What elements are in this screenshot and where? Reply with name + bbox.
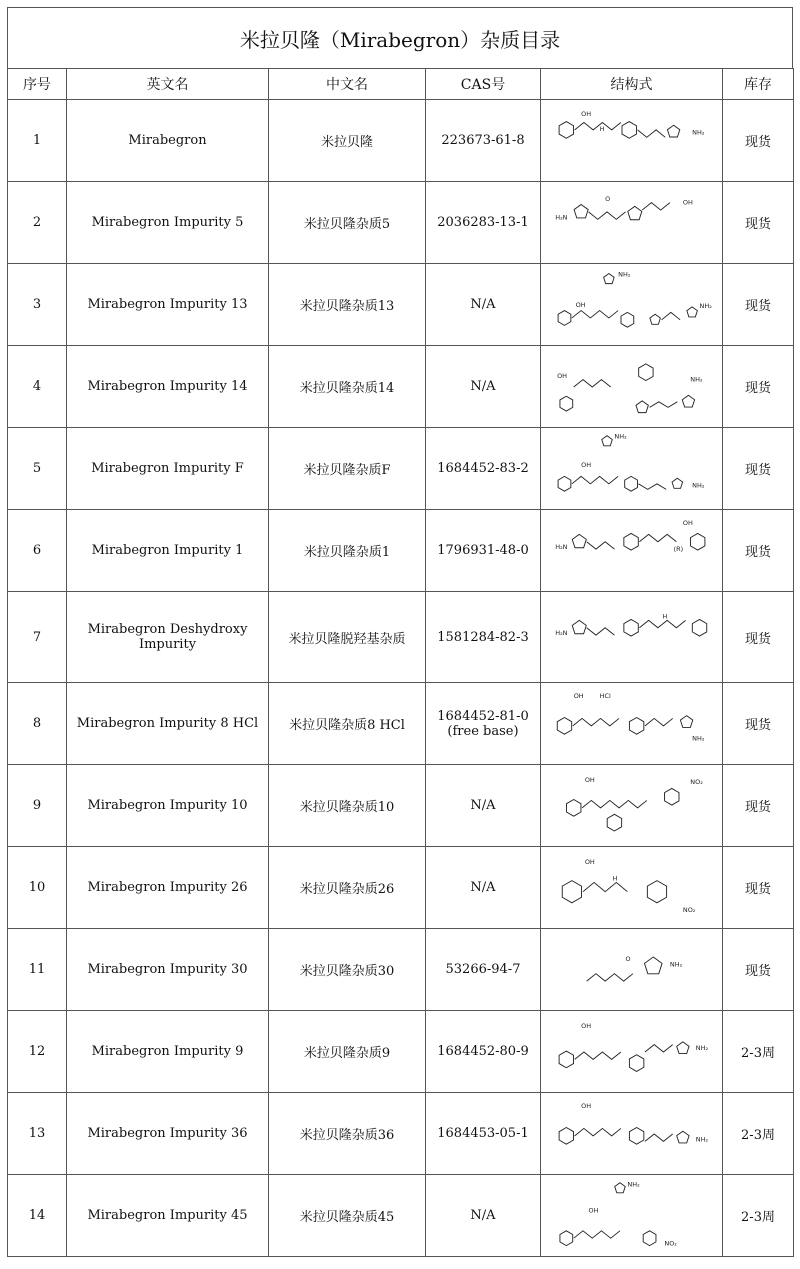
bond-chain <box>638 483 666 489</box>
bond-chain <box>586 541 614 548</box>
cas-number: 1684452-83-2 <box>437 461 529 476</box>
row-english-name: Mirabegron Impurity 45 <box>67 1175 269 1257</box>
benzene-ring <box>664 788 678 805</box>
row-structure <box>541 100 723 182</box>
row-stock: 现货 <box>723 264 794 346</box>
thiazole-ring <box>676 1041 688 1053</box>
page-title: 米拉贝隆（Mirabegron）杂质目录 <box>7 7 793 68</box>
row-stock: 现货 <box>723 765 794 847</box>
bond-chain <box>639 620 685 627</box>
thiazole-ring <box>682 395 694 407</box>
structure-drawing <box>544 933 720 1007</box>
row-stock: 现货 <box>723 182 794 264</box>
row-structure <box>541 1011 723 1093</box>
benzene-ring <box>692 619 706 636</box>
structure-drawing <box>544 514 720 588</box>
structure-drawing <box>544 268 720 342</box>
thiazole-ring <box>672 478 683 488</box>
benzene-ring <box>557 717 571 734</box>
structure-drawing <box>544 186 720 260</box>
atom-label: OH <box>573 691 584 700</box>
row-chinese-name: 米拉贝隆杂质13 <box>269 264 426 346</box>
benzene-ring <box>643 1230 656 1245</box>
atom-label: NH₂ <box>669 959 682 968</box>
table-row <box>8 182 794 264</box>
benzene-ring <box>559 1051 573 1068</box>
row-chinese-name: 米拉贝隆杂质1 <box>269 510 426 592</box>
cas-number: 1684452-80-9 <box>437 1044 529 1059</box>
cas-number: 1684452-81-0 <box>437 708 529 724</box>
row-stock: 现货 <box>723 683 794 765</box>
row-chinese-name: 米拉贝隆杂质14 <box>269 346 426 428</box>
row-structure <box>541 1093 723 1175</box>
row-stock: 2-3周 <box>723 1175 794 1257</box>
row-cas <box>426 847 541 929</box>
row-structure <box>541 929 723 1011</box>
bond-chain <box>644 1134 672 1141</box>
row-stock: 现货 <box>723 346 794 428</box>
benzene-ring <box>623 533 637 550</box>
atom-label: OH <box>584 775 595 784</box>
atom-label: NH₂ <box>689 374 703 383</box>
row-chinese-name: 米拉贝隆杂质45 <box>269 1175 426 1257</box>
row-chinese-name: 米拉贝隆杂质30 <box>269 929 426 1011</box>
cas-number: 2036283-13-1 <box>437 215 529 230</box>
row-english-name: Mirabegron Impurity 9 <box>67 1011 269 1093</box>
cas-number: N/A <box>470 297 496 312</box>
atom-label: H₂N <box>554 542 568 551</box>
atom-label: OH <box>580 1101 591 1110</box>
atom-label: H₂N <box>554 212 568 221</box>
row-chinese-name: 米拉贝隆杂质5 <box>269 182 426 264</box>
atom-label: OH <box>580 1021 591 1030</box>
atom-label: NO₂ <box>689 777 703 786</box>
row-chinese-name: 米拉贝隆杂质10 <box>269 765 426 847</box>
row-cas <box>426 1093 541 1175</box>
atom-label: H₂N <box>554 629 568 638</box>
row-index: 2 <box>8 182 67 264</box>
thiazole-ring <box>676 1131 688 1143</box>
cas-number: 53266-94-7 <box>445 962 521 977</box>
atom-label: OH <box>682 518 693 527</box>
structure-drawing <box>544 687 720 761</box>
row-english-name: Mirabegron Deshydroxy Impurity <box>67 592 269 683</box>
atom-label: OH <box>556 371 567 380</box>
atom-label: NO₂ <box>663 1239 677 1248</box>
atom-label: HCl <box>599 691 611 700</box>
row-index: 7 <box>8 592 67 683</box>
row-cas <box>426 929 541 1011</box>
table-row <box>8 100 794 182</box>
benzene-ring <box>559 1127 573 1144</box>
bond-chain <box>586 973 632 980</box>
row-english-name: Mirabegron Impurity 14 <box>67 346 269 428</box>
benzene-ring <box>558 310 571 325</box>
structure-drawing <box>544 1179 720 1253</box>
row-stock: 现货 <box>723 510 794 592</box>
row-stock: 现货 <box>723 929 794 1011</box>
atom-label: H <box>612 874 617 883</box>
benzene-ring <box>558 476 571 491</box>
row-cas <box>426 592 541 683</box>
catalog-sheet <box>7 7 793 1257</box>
benzene-ring <box>607 814 621 831</box>
header-structure: 结构式 <box>541 69 723 100</box>
cas-number: N/A <box>470 379 496 394</box>
row-chinese-name: 米拉贝隆脱羟基杂质 <box>269 592 426 683</box>
bond-chain <box>586 628 614 635</box>
table-row <box>8 847 794 929</box>
atom-label: OH <box>575 300 586 309</box>
row-index: 3 <box>8 264 67 346</box>
atom-label: O <box>625 954 631 963</box>
row-chinese-name: 米拉贝隆杂质9 <box>269 1011 426 1093</box>
atom-label: OH <box>580 109 591 118</box>
benzene-ring <box>620 312 633 327</box>
atom-label: NH₂ <box>695 1134 708 1143</box>
row-stock: 2-3周 <box>723 1011 794 1093</box>
thiazole-ring <box>686 306 697 316</box>
row-index: 5 <box>8 428 67 510</box>
row-cas <box>426 683 541 765</box>
thiazole-ring <box>603 273 614 283</box>
cas-number: 1581284-82-3 <box>437 629 529 645</box>
bond-chain <box>574 1052 620 1059</box>
row-english-name: Mirabegron Impurity 30 <box>67 929 269 1011</box>
atom-label: O <box>604 194 610 203</box>
atom-label: NH₂ <box>695 1043 708 1052</box>
bond-chain <box>661 312 680 319</box>
impurity-table <box>7 68 794 1257</box>
atom-label: H <box>599 124 604 133</box>
row-cas <box>426 346 541 428</box>
bond-chain <box>574 1128 620 1135</box>
bond-chain <box>639 534 676 541</box>
atom-label: NH₂ <box>691 128 704 137</box>
table-row <box>8 1011 794 1093</box>
bond-chain <box>582 800 647 807</box>
structure-drawing <box>544 851 720 925</box>
cas-note: (free base) <box>447 723 519 739</box>
row-structure <box>541 847 723 929</box>
bond-chain <box>588 211 625 218</box>
row-stock: 现货 <box>723 847 794 929</box>
benzene-ring <box>690 533 704 550</box>
atom-label: (R) <box>673 544 683 553</box>
row-index: 4 <box>8 346 67 428</box>
thiazole-ring <box>572 534 586 547</box>
row-cas <box>426 100 541 182</box>
bond-chain <box>642 202 670 209</box>
row-english-name: Mirabegron Impurity 36 <box>67 1093 269 1175</box>
atom-label: H <box>662 612 667 621</box>
table-row <box>8 510 794 592</box>
row-english-name: Mirabegron Impurity F <box>67 428 269 510</box>
table-row <box>8 264 794 346</box>
table-row <box>8 929 794 1011</box>
row-structure <box>541 182 723 264</box>
cas-number: N/A <box>470 880 496 895</box>
cas-number: 1796931-48-0 <box>437 543 529 558</box>
row-structure <box>541 510 723 592</box>
row-english-name: Mirabegron Impurity 10 <box>67 765 269 847</box>
row-english-name: Mirabegron Impurity 26 <box>67 847 269 929</box>
benzene-ring <box>566 799 580 816</box>
bond-chain <box>644 1044 672 1051</box>
benzene-ring <box>562 880 581 902</box>
row-structure <box>541 592 723 683</box>
row-stock: 现货 <box>723 100 794 182</box>
row-stock: 2-3周 <box>723 1093 794 1175</box>
row-stock: 现货 <box>723 592 794 683</box>
benzene-ring <box>623 619 637 636</box>
table-row <box>8 592 794 683</box>
atom-label: OH <box>682 198 693 206</box>
table-row <box>8 1175 794 1257</box>
row-english-name: Mirabegron <box>67 100 269 182</box>
structure-drawing <box>544 600 720 674</box>
atom-label: NH₂ <box>691 734 704 743</box>
structure-drawing <box>544 104 720 178</box>
atom-label: NH₂ <box>617 269 630 278</box>
bond-chain <box>571 476 617 483</box>
benzene-ring <box>629 1127 643 1144</box>
row-index: 6 <box>8 510 67 592</box>
row-structure <box>541 346 723 428</box>
bond-chain <box>644 718 672 725</box>
header-stock: 库存 <box>723 69 794 100</box>
cas-number: N/A <box>470 798 496 813</box>
header-english-name: 英文名 <box>67 69 269 100</box>
row-english-name: Mirabegron Impurity 5 <box>67 182 269 264</box>
benzene-ring <box>647 880 666 902</box>
row-chinese-name: 米拉贝隆 <box>269 100 426 182</box>
bond-chain <box>649 401 677 407</box>
row-structure <box>541 765 723 847</box>
row-index: 10 <box>8 847 67 929</box>
bond-chain <box>582 882 626 891</box>
thiazole-ring <box>572 620 586 633</box>
row-structure <box>541 1175 723 1257</box>
row-index: 13 <box>8 1093 67 1175</box>
row-cas <box>426 765 541 847</box>
bond-chain <box>573 379 610 386</box>
atom-label: NO₂ <box>682 905 695 914</box>
thiazole-ring <box>574 204 588 217</box>
row-cas <box>426 1175 541 1257</box>
benzene-ring <box>624 476 637 491</box>
atom-label: OH <box>580 460 591 469</box>
row-chinese-name: 米拉贝隆杂质26 <box>269 847 426 929</box>
row-structure <box>541 683 723 765</box>
row-chinese-name: 米拉贝隆杂质8 HCl <box>269 683 426 765</box>
thiazole-ring <box>601 435 612 445</box>
atom-label: OH <box>584 857 595 866</box>
bond-chain <box>572 718 618 725</box>
thiazole-ring <box>627 206 641 219</box>
row-index: 12 <box>8 1011 67 1093</box>
row-english-name: Mirabegron Impurity 8 HCl <box>67 683 269 765</box>
thiazole-ring <box>635 400 647 412</box>
bond-chain <box>637 129 665 136</box>
row-index: 9 <box>8 765 67 847</box>
row-index: 8 <box>8 683 67 765</box>
benzene-ring <box>638 363 652 380</box>
row-cas <box>426 428 541 510</box>
thiazole-ring <box>649 314 660 324</box>
benzene-ring <box>622 121 636 138</box>
bond-chain <box>571 310 617 317</box>
row-index: 11 <box>8 929 67 1011</box>
structure-drawing <box>544 1015 720 1089</box>
row-stock: 现货 <box>723 428 794 510</box>
row-cas <box>426 510 541 592</box>
header-index: 序号 <box>8 69 67 100</box>
atom-label: NH₂ <box>699 301 712 310</box>
header-chinese-name: 中文名 <box>269 69 426 100</box>
table-header-row <box>8 69 794 100</box>
structure-drawing <box>544 769 720 843</box>
table-row <box>8 1093 794 1175</box>
structure-drawing <box>544 432 720 506</box>
table-row <box>8 765 794 847</box>
atom-label: OH <box>588 1205 598 1214</box>
row-chinese-name: 米拉贝隆杂质36 <box>269 1093 426 1175</box>
atom-label: NH₂ <box>613 431 627 440</box>
row-cas <box>426 182 541 264</box>
benzene-ring <box>559 1230 572 1245</box>
atom-label: NH₂ <box>691 481 704 489</box>
thiazole-ring <box>667 125 679 137</box>
table-row <box>8 346 794 428</box>
thiazole-ring <box>644 957 662 974</box>
row-structure <box>541 428 723 510</box>
thiazole-ring <box>614 1182 625 1192</box>
structure-drawing <box>544 350 720 424</box>
row-english-name: Mirabegron Impurity 13 <box>67 264 269 346</box>
table-row <box>8 683 794 765</box>
bond-chain <box>574 122 620 129</box>
thiazole-ring <box>680 715 692 727</box>
atom-label: NH₂ <box>626 1179 640 1188</box>
row-index: 1 <box>8 100 67 182</box>
cas-number: 1684453-05-1 <box>437 1126 529 1141</box>
bond-chain <box>573 1230 619 1237</box>
row-chinese-name: 米拉贝隆杂质F <box>269 428 426 510</box>
row-index: 14 <box>8 1175 67 1257</box>
structure-drawing <box>544 1097 720 1171</box>
row-structure <box>541 264 723 346</box>
cas-number: 223673-61-8 <box>441 133 525 148</box>
row-cas <box>426 264 541 346</box>
benzene-ring <box>629 1054 643 1071</box>
benzene-ring <box>559 396 572 411</box>
benzene-ring <box>629 717 643 734</box>
table-row <box>8 428 794 510</box>
benzene-ring <box>559 121 573 138</box>
row-english-name: Mirabegron Impurity 1 <box>67 510 269 592</box>
cas-number: N/A <box>470 1208 496 1223</box>
header-cas: CAS号 <box>426 69 541 100</box>
row-cas <box>426 1011 541 1093</box>
